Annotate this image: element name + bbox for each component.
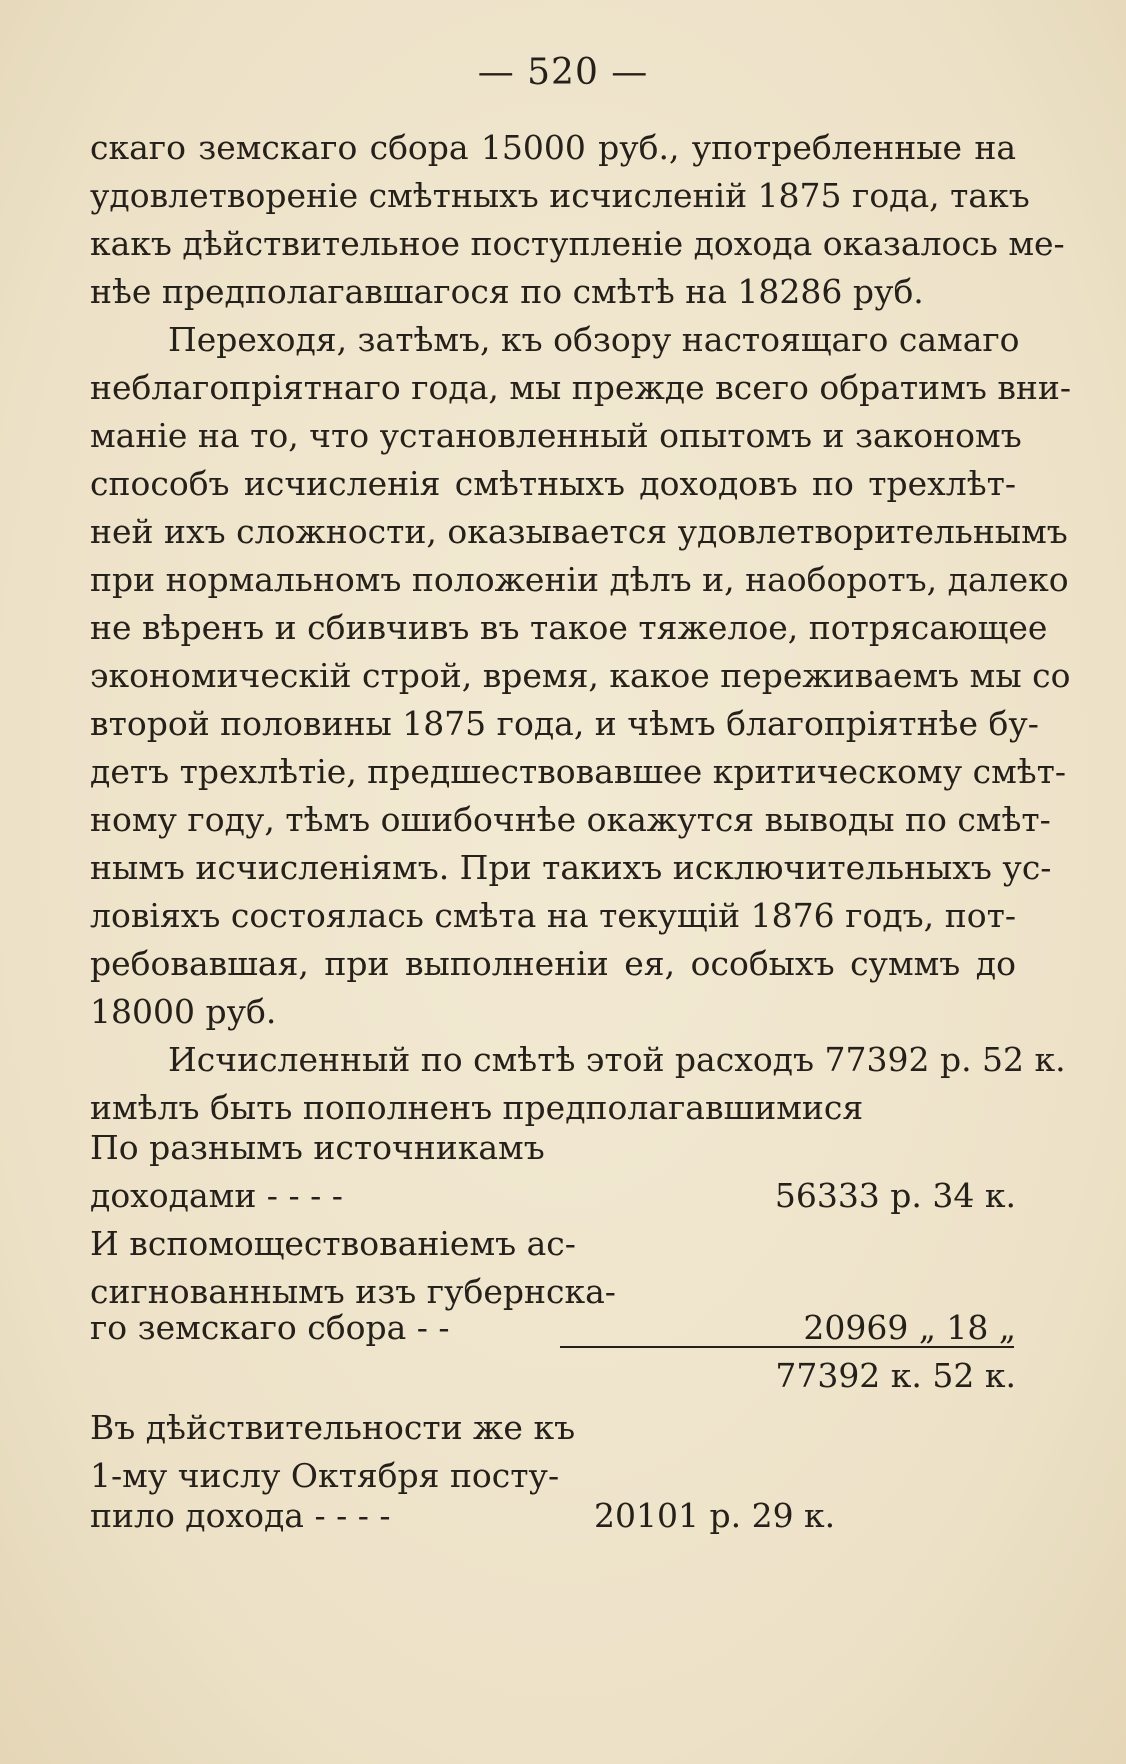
actual-amount: 20101 р. 29 к. xyxy=(594,1496,836,1535)
text-line: экономическій строй, время, какое переживаемъ мы со xyxy=(90,656,1071,695)
actual-line2: 1-му числу Октября посту- xyxy=(90,1456,560,1495)
text-line: ному году, тѣмъ ошибочнѣе окажутся выводы по смѣт- xyxy=(90,800,1051,839)
text-line: удовлетвореніе смѣтныхъ исчисленій 1875 года, такъ xyxy=(90,176,1030,215)
text-line: Переходя, затѣмъ, къ обзору настоящаго самаго xyxy=(168,320,1020,359)
text-line: нымъ исчисленіямъ. При такихъ исключительныхъ ус- xyxy=(90,848,1052,887)
text-line: маніе на то, что установленный опытомъ и закономъ xyxy=(90,416,1022,455)
text-line: Исчисленный по смѣтѣ этой расходъ 77392 р. 52 к. xyxy=(168,1040,1066,1079)
income-total xyxy=(90,1352,1016,1400)
income-row1-label: По разнымъ источникамъ xyxy=(90,1128,545,1167)
text-line: скаго земскаго сбора 15000 руб., употребленные на xyxy=(90,128,1016,167)
main-paragraphs xyxy=(90,124,1072,1132)
text-line: детъ трехлѣтіе, предшествовавшее критическому смѣт- xyxy=(90,752,1067,791)
income-row2-amount: 20969 „ 18 „ xyxy=(803,1308,1016,1347)
income-row2-label-line3: го земскаго сбора - - xyxy=(90,1308,450,1347)
actual-line1: Въ дѣйствительности же къ xyxy=(90,1408,576,1447)
income-row2-label-line1: И вспомоществованіемъ ас- xyxy=(90,1224,576,1263)
text-line: способъ исчисленія смѣтныхъ доходовъ по трехлѣт- xyxy=(90,464,1016,503)
page-number: — 520 — xyxy=(477,52,649,93)
text-line: имѣлъ быть пополненъ предполагавшимися xyxy=(90,1088,864,1127)
text-line: ловіяхъ состоялась смѣта на текущій 1876 годъ, пот- xyxy=(90,896,1016,935)
income-row1-amount: 56333 р. 34 к. xyxy=(774,1176,1016,1215)
income-row2-label-line2: сигнованнымъ изъ губернска- xyxy=(90,1272,616,1311)
text-line: 18000 руб. xyxy=(90,992,277,1031)
text-line: второй половины 1875 года, и чѣмъ благопріятнѣе бу- xyxy=(90,704,1039,743)
text-line: не вѣренъ и сбивчивъ въ такое тяжелое, потрясающее xyxy=(90,608,1048,647)
text-line: неблагопріятнаго года, мы прежде всего обратимъ вни- xyxy=(90,368,1072,407)
income-row1-label-line2: доходами - - - - xyxy=(90,1176,343,1215)
text-line: нѣе предполагавшагося по смѣтѣ на 18286 руб. xyxy=(90,272,924,311)
text-line: какъ дѣйствительное поступленіе дохода оказалось ме- xyxy=(90,224,1065,263)
text-line: ребовавшая, при выполненіи ея, особыхъ суммъ до xyxy=(90,944,1016,983)
actual-line3: пило дохода - - - - xyxy=(90,1496,391,1535)
total-rule xyxy=(560,1346,1014,1348)
income-row2 xyxy=(90,1304,1016,1352)
income-row1 xyxy=(90,1172,1016,1220)
text-line: при нормальномъ положеніи дѣлъ и, наоборотъ, далеко xyxy=(90,560,1069,599)
text-line: ней ихъ сложности, оказывается удовлетворительнымъ xyxy=(90,512,1068,551)
income-total-amount: 77392 к. 52 к. xyxy=(775,1356,1016,1395)
